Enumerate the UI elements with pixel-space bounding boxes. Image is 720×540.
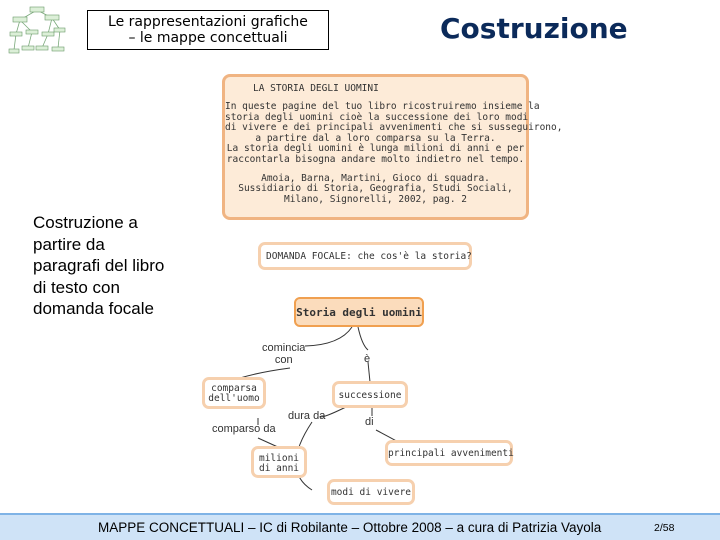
excerpt-line: raccontarla bisogna andare molto indietro nel tempo. (226, 153, 525, 165)
node-comparsa-uomo: comparsa dell'uomo (202, 377, 266, 409)
link-label-dura-da: dura da (288, 410, 326, 422)
main-concept-node: Storia degli uomini (294, 297, 424, 327)
excerpt-source-line: Sussidiario di Storia, Geografia, Studi Sociali, (238, 183, 513, 195)
excerpt-source-line: Milano, Signorelli, 2002, pag. 2 (283, 193, 468, 205)
footer-bar (0, 513, 720, 540)
excerpt-line: a partire dal a loro comparsa su la Terra. (255, 132, 496, 144)
link-label-comparso-da: comparso da (212, 423, 276, 435)
excerpt-line: In queste pagine del tuo libro ricostruiremo insieme la (225, 101, 540, 112)
focal-question-box: DOMANDA FOCALE: che cos'è la storia? (258, 242, 472, 270)
side-line: di testo con (33, 277, 120, 297)
node-modi-di-vivere: modi di vivere (327, 479, 415, 505)
footer-text: MAPPE CONCETTUALI – IC di Robilante – Ottobre 2008 – a cura di Patrizia Vayola (98, 520, 602, 535)
link-label-di: di (365, 416, 374, 428)
link-label-comincia: comincia con (262, 342, 306, 366)
node-milioni-di-anni: milioni di anni (251, 446, 307, 478)
side-line: Costruzione a (33, 213, 138, 232)
node-principali-avvenimenti: principali avvenimenti (385, 440, 513, 466)
slide-title: Costruzione (440, 12, 628, 45)
excerpt-title: LA STORIA DEGLI UOMINI (253, 83, 379, 94)
link-label-e: è (364, 353, 371, 365)
excerpt-source-line: Amoia, Barna, Martini, Gioco di squadra. (261, 172, 490, 184)
side-line: partire da (33, 234, 105, 254)
excerpt-line: storia degli uomini cioè la successione dei loro modi (225, 111, 529, 123)
side-line: domanda focale (33, 299, 154, 318)
subtitle-line-1: Le rappresentazioni grafiche (108, 14, 308, 30)
side-line: paragrafi del libro (33, 256, 165, 275)
excerpt-line: di vivere e dei principali avvenimenti che si susseguirono, (225, 122, 563, 134)
node-successione: successione (332, 381, 408, 408)
page-number: 2/58 (654, 522, 675, 534)
excerpt-line: La storia degli uomini è lunga milioni di anni e per (226, 143, 525, 155)
subtitle-line-2: – le mappe concettuali (128, 30, 288, 46)
